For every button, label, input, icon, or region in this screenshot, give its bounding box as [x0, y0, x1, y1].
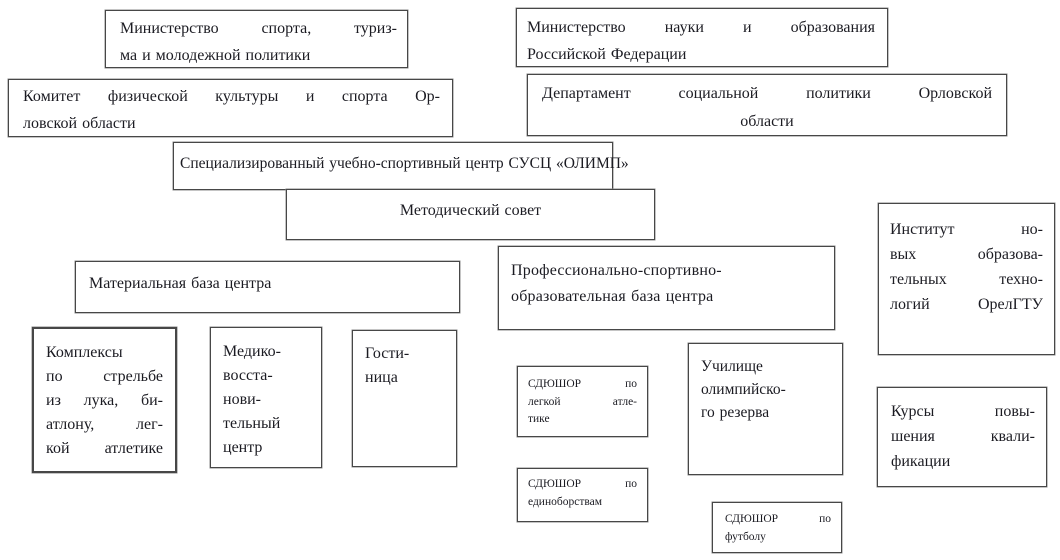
box-text-line: СДЮШОР по	[528, 478, 637, 490]
box-text-line: образовательная база центра	[511, 288, 714, 305]
box-text-line: Институт но-	[890, 221, 1043, 238]
box-shooting-biathlon-athletics-complexes	[32, 327, 177, 473]
box-text-line: области	[740, 113, 794, 130]
box-text-line: Училище	[701, 358, 763, 375]
box-text-line: Комплексы	[46, 344, 123, 361]
box-ministry-sport	[105, 10, 408, 68]
box-methodical-council	[286, 189, 655, 240]
box-text-line: по стрельбе	[46, 368, 163, 385]
box-institute-new-educational-technologies	[878, 203, 1055, 355]
box-sdyushor-martial-arts	[517, 468, 648, 522]
box-material-base	[75, 261, 460, 313]
box-sdyushor-athletics	[517, 366, 648, 437]
box-text-line: Методический совет	[399, 202, 542, 219]
box-text-line: восста-	[223, 367, 273, 384]
box-text-line: тельный	[223, 415, 281, 432]
box-text-line: футболу	[725, 530, 766, 543]
box-text-line: Комитет физической культуры и спорта Ор-	[23, 88, 440, 105]
box-text-line: вых образова-	[890, 246, 1043, 263]
box-text-line: тельных техно-	[890, 271, 1043, 288]
box-text-line: единоборствам	[528, 495, 603, 508]
box-department-social-policy	[527, 74, 1007, 136]
box-hotel	[352, 330, 457, 467]
box-text-line: фикации	[891, 453, 951, 470]
box-text-line: ница	[365, 369, 398, 386]
box-text-line: логий ОрелГТУ	[890, 296, 1043, 313]
box-sdyushor-football	[712, 502, 842, 553]
box-committee-physical-culture	[8, 79, 453, 137]
box-text-line: ловской области	[23, 115, 136, 132]
box-susc-olimp-center	[173, 142, 629, 190]
box-text-line: из лука, би-	[46, 392, 163, 409]
box-text-line: центр	[223, 439, 263, 456]
box-text-line: Профессионально-спортивно-	[511, 262, 722, 279]
box-text-line: Курсы повы-	[891, 403, 1035, 420]
box-text-line: Министерство науки и образования	[527, 19, 875, 36]
box-professional-sport-educational-base	[498, 246, 835, 330]
box-text-line: олимпийско-	[701, 381, 786, 398]
box-text-line: СДЮШОР по	[725, 513, 831, 525]
box-medical-recovery-center	[210, 327, 322, 468]
box-text-line: шения квали-	[891, 428, 1035, 445]
box-text-line: атлону, лег-	[46, 416, 163, 433]
box-text-line: Гости-	[365, 345, 410, 362]
box-text-line: нови-	[223, 391, 262, 408]
box-olympic-reserve-school	[688, 343, 843, 475]
box-text-line: тике	[528, 413, 550, 425]
box-ministry-science-education	[516, 8, 888, 67]
box-text-line: кой атлетике	[46, 440, 163, 457]
box-text-line: СДЮШОР по	[528, 378, 637, 390]
box-text-line: Материальная база центра	[89, 275, 272, 292]
box-text-line: го резерва	[701, 404, 770, 421]
box-text-line: Российской Федерации	[527, 46, 687, 63]
box-qualification-courses	[877, 387, 1047, 487]
box-text-line: ма и молодежной политики	[120, 47, 311, 64]
box-text-line: Министерство спорта, туриз-	[120, 20, 397, 37]
box-text-line: Департамент социальной политики Орловской	[542, 85, 992, 102]
box-text-line: Специализированный учебно-спортивный центр СУСЦ «ОЛИМП»	[180, 155, 629, 172]
box-text-line: Медико-	[223, 343, 281, 360]
box-text-line: легкой атле-	[528, 395, 637, 408]
